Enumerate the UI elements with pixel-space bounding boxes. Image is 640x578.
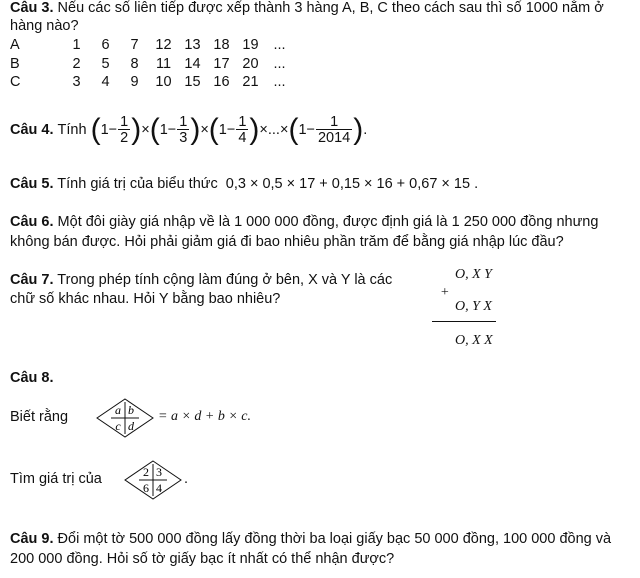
table-cell: 12 <box>155 37 172 54</box>
table-cell: 14 <box>184 55 201 72</box>
question-5-expression: 0,3 × 0,5 × 17 + 0,15 × 16 + 0,67 × 15 . <box>225 176 479 192</box>
table-cell: 13 <box>184 37 201 54</box>
row-label: B <box>10 55 20 72</box>
table-cell: 4 <box>101 74 110 91</box>
fraction <box>236 115 248 146</box>
cell-b: b <box>128 403 134 417</box>
table-cell: 8 <box>130 55 139 72</box>
table-cell: 2 <box>72 55 81 72</box>
table-cell: 16 <box>213 74 230 91</box>
question-7-text-2: chữ số khác nhau. Hỏi Y bằng bao nhiêu? <box>10 291 281 307</box>
times-sign: × <box>141 122 150 138</box>
times-sign: × <box>200 122 209 138</box>
diamond-numbers <box>124 460 182 500</box>
cell-c: c <box>115 419 121 433</box>
table-cell: 18 <box>213 37 230 54</box>
question-8-find-text: Tìm giá trị của <box>10 471 102 487</box>
cell-a: a <box>115 403 121 417</box>
fraction-numerator: 1 <box>330 113 339 130</box>
left-paren: ( <box>288 113 299 146</box>
question-3-text-2: hàng nào? <box>10 18 79 34</box>
factor-group <box>288 115 363 146</box>
cell-d: d <box>128 419 134 433</box>
cell-bottom-left: 6 <box>143 481 149 495</box>
table-row <box>10 73 294 92</box>
factor-minus: − <box>167 122 177 138</box>
question-6-text-1: Một đôi giày giá nhập về là 1 000 000 đồng, được định giá là 1 250 000 đồng nhưng <box>57 214 599 230</box>
right-paren: ) <box>190 113 201 146</box>
table-cell: 15 <box>184 74 201 91</box>
addition-sum-line <box>432 321 496 322</box>
question-6-label: Câu 6. <box>10 214 54 230</box>
question-8-formula: = a × d + b × c. <box>158 409 252 424</box>
table-cell: 10 <box>155 74 172 91</box>
question-6-line-1 <box>10 214 598 230</box>
question-8-end: . <box>184 471 189 487</box>
cell-top-right: 3 <box>156 465 162 479</box>
factor-group <box>150 115 201 146</box>
question-7-line-1 <box>10 272 392 288</box>
addition-addend-1: O, X Y <box>455 267 492 282</box>
factor-minus: − <box>306 122 315 138</box>
diamond-abcd <box>96 398 154 438</box>
question-6-text-2: không bán được. Hỏi phải giảm giá đi bao nhiêu phần trăm để bằng giá nhập lúc đầu? <box>10 234 564 250</box>
fraction-denominator: 2014 <box>317 130 351 146</box>
table-cell: 20 <box>242 55 259 72</box>
fraction-denominator: 4 <box>238 130 247 146</box>
table-row <box>10 55 294 74</box>
table-cell: 5 <box>101 55 110 72</box>
cell-top-left: 2 <box>143 465 149 479</box>
question-8-given-text: Biết rằng <box>10 409 69 425</box>
table-cell: ... <box>273 37 286 54</box>
factor-one: 1 <box>298 122 307 138</box>
fraction-denominator: 3 <box>179 130 188 146</box>
question-3-number-table <box>10 36 294 92</box>
table-cell: ... <box>273 55 286 72</box>
table-cell: 9 <box>130 74 139 91</box>
fraction-denominator: 2 <box>120 130 129 146</box>
question-7-text-1: Trong phép tính cộng làm đúng ở bên, X và Y là các <box>57 272 393 288</box>
row-label: A <box>10 37 20 54</box>
question-8-label: Câu 8. <box>10 370 54 386</box>
table-cell: 21 <box>242 74 259 91</box>
factor-minus: − <box>108 122 118 138</box>
expression-end: . <box>363 122 368 138</box>
cell-bottom-right: 4 <box>156 481 162 495</box>
table-cell: 19 <box>242 37 259 54</box>
question-5-label: Câu 5. <box>10 176 54 192</box>
table-cell: 1 <box>72 37 81 54</box>
right-paren: ) <box>131 113 142 146</box>
ellipsis: ... <box>267 122 280 138</box>
factor-one: 1 <box>100 122 109 138</box>
question-5 <box>10 176 478 192</box>
factor-group <box>209 115 260 146</box>
left-paren: ( <box>208 113 219 146</box>
table-cell: 11 <box>155 55 172 72</box>
addition-plus-sign: + <box>440 285 450 300</box>
times-sign: × <box>279 122 289 138</box>
fraction-numerator: 1 <box>179 113 188 130</box>
table-cell: 3 <box>72 74 81 91</box>
table-cell: 17 <box>213 55 230 72</box>
addition-addend-2: O, Y X <box>455 299 492 314</box>
right-paren: ) <box>353 113 364 146</box>
fraction <box>118 115 130 146</box>
factor-minus: − <box>226 122 236 138</box>
right-paren: ) <box>249 113 260 146</box>
factor-one: 1 <box>218 122 227 138</box>
question-4-label: Câu 4. <box>10 122 54 138</box>
question-9-text-1: Đổi một tờ 500 000 đồng lấy đồng thời ba loại giấy bạc 50 000 đồng, 100 000 đồng và <box>57 531 612 547</box>
question-4 <box>10 110 367 150</box>
left-paren: ( <box>149 113 160 146</box>
question-9-text-2: 200 000 đồng. Hỏi số tờ giấy bạc ít nhất có thể nhận được? <box>10 551 395 567</box>
table-cell: 6 <box>101 37 110 54</box>
question-9-line-1 <box>10 531 611 547</box>
question-7-label: Câu 7. <box>10 272 54 288</box>
question-3-label: Câu 3. <box>10 0 54 16</box>
question-3-text-1: Nếu các số liên tiếp được xếp thành 3 hàng A, B, C theo cách sau thì số 1000 nằm ở <box>57 0 604 16</box>
question-9-label: Câu 9. <box>10 531 54 547</box>
left-paren: ( <box>90 113 101 146</box>
fraction <box>316 115 352 146</box>
question-4-expression <box>91 115 368 146</box>
fraction-numerator: 1 <box>238 113 247 130</box>
addition-sum: O, X X <box>455 333 493 348</box>
factor-group <box>91 115 142 146</box>
question-5-text: Tính giá trị của biểu thức <box>57 176 218 192</box>
row-label: C <box>10 74 21 91</box>
fraction <box>177 115 189 146</box>
question-3-line-1 <box>10 0 604 16</box>
table-cell: 7 <box>130 37 139 54</box>
table-row <box>10 36 294 55</box>
times-sign: × <box>259 122 268 138</box>
factor-one: 1 <box>159 122 168 138</box>
table-cell: ... <box>273 74 286 91</box>
question-4-text: Tính <box>57 122 87 138</box>
fraction-numerator: 1 <box>120 113 129 130</box>
